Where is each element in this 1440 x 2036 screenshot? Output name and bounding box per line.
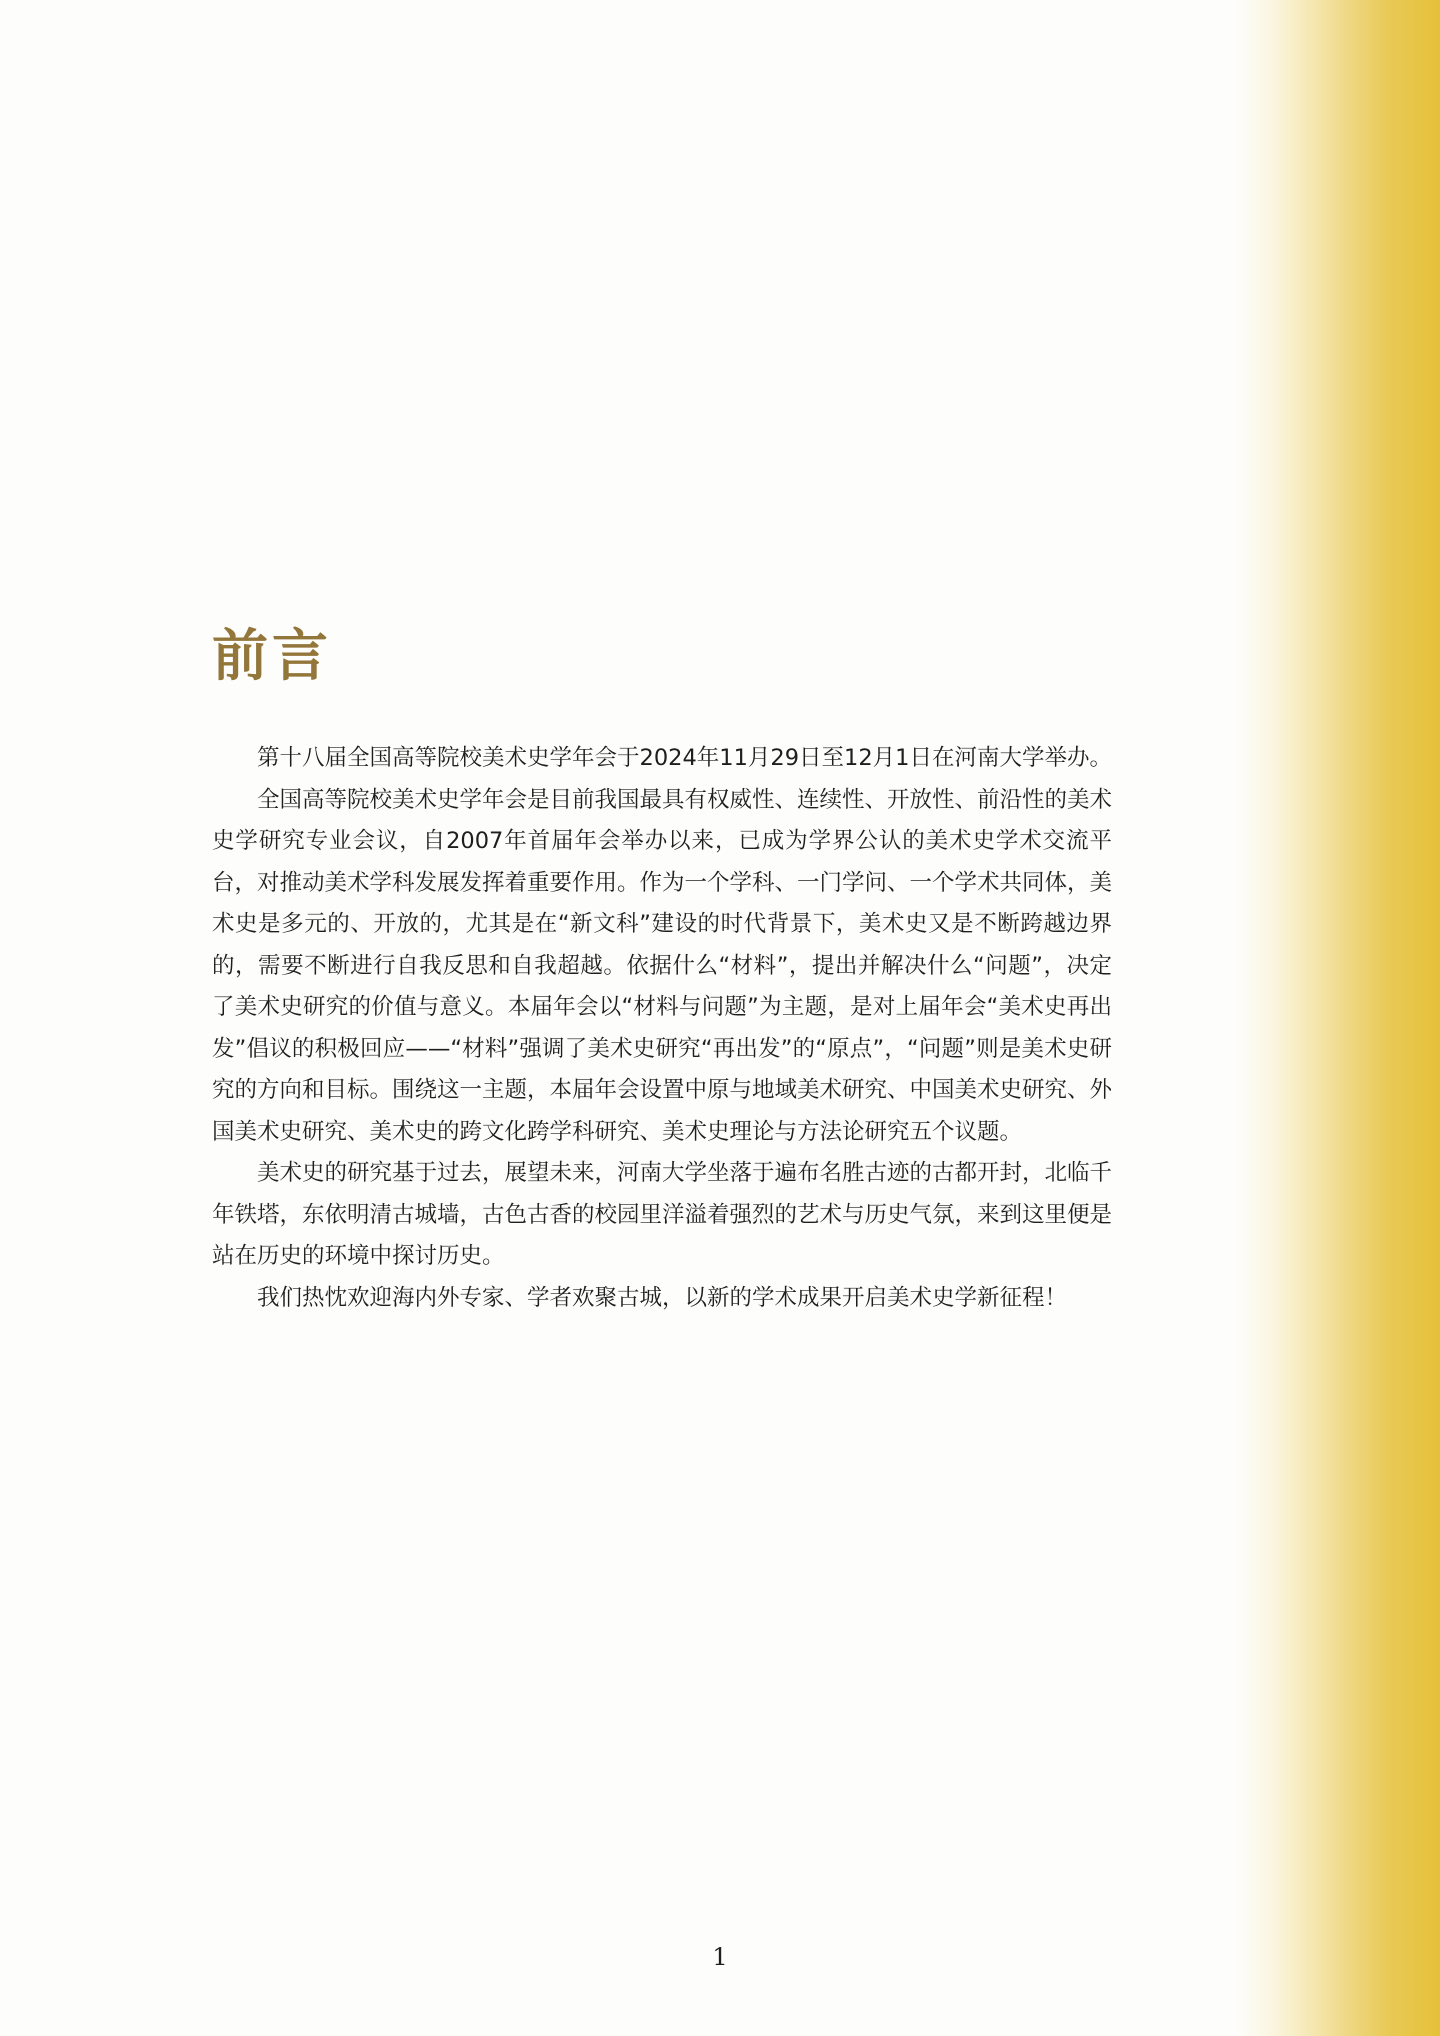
page-number: 1	[712, 1943, 728, 1971]
paragraph-1: 第十八届全国高等院校美术史学年会于2024年11月29日至12月1日在河南大学举办。	[257, 745, 1112, 771]
page-title: 前言	[212, 624, 332, 689]
paragraph-2: 全国高等院校美术史学年会是目前我国最具有权威性、连续性、开放性、前沿性的美术史学研究专业会议，自2007年首届年会举办以来，已成为学界公认的美术史学术交流平台，对推动美术学科发展发挥着重要作用。作为一个学科、一门学问、一个学术共同体，美术史是多元的、开放的，尤其是在“新文科”建设的时代背景下，美术史又是不断跨越边界的，需要不断进行自我反思和自我超越。依据什么“材料”，提出并解决什么“问题”，决定了美术史研究的价值与意义。本届年会以“材料与问题”为主题，是对上届年会“美术史再出发”倡议的积极回应——“材料”强调了美术史研究“再出发”的“原点”，“问题”则是美术史研究的方向和目标。围绕这一主题，本届年会设置中原与地域美术研究、中国美术史研究、外国美术史研究、美术史的跨文化跨学科研究、美术史理论与方法论研究五个议题。	[212, 786, 1113, 1145]
preface-body	[212, 738, 1112, 1319]
paragraph-3: 美术史的研究基于过去，展望未来，河南大学坐落于遍布名胜古迹的古都开封，北临千年铁塔，东依明清古城墙，古色古香的校园里洋溢着强烈的艺术与历史气氛，来到这里便是站在历史的环境中探讨历史。	[212, 1160, 1113, 1269]
paragraph-4: 我们热忱欢迎海内外专家、学者欢聚古城，以新的学术成果开启美术史学新征程！	[257, 1284, 1068, 1311]
